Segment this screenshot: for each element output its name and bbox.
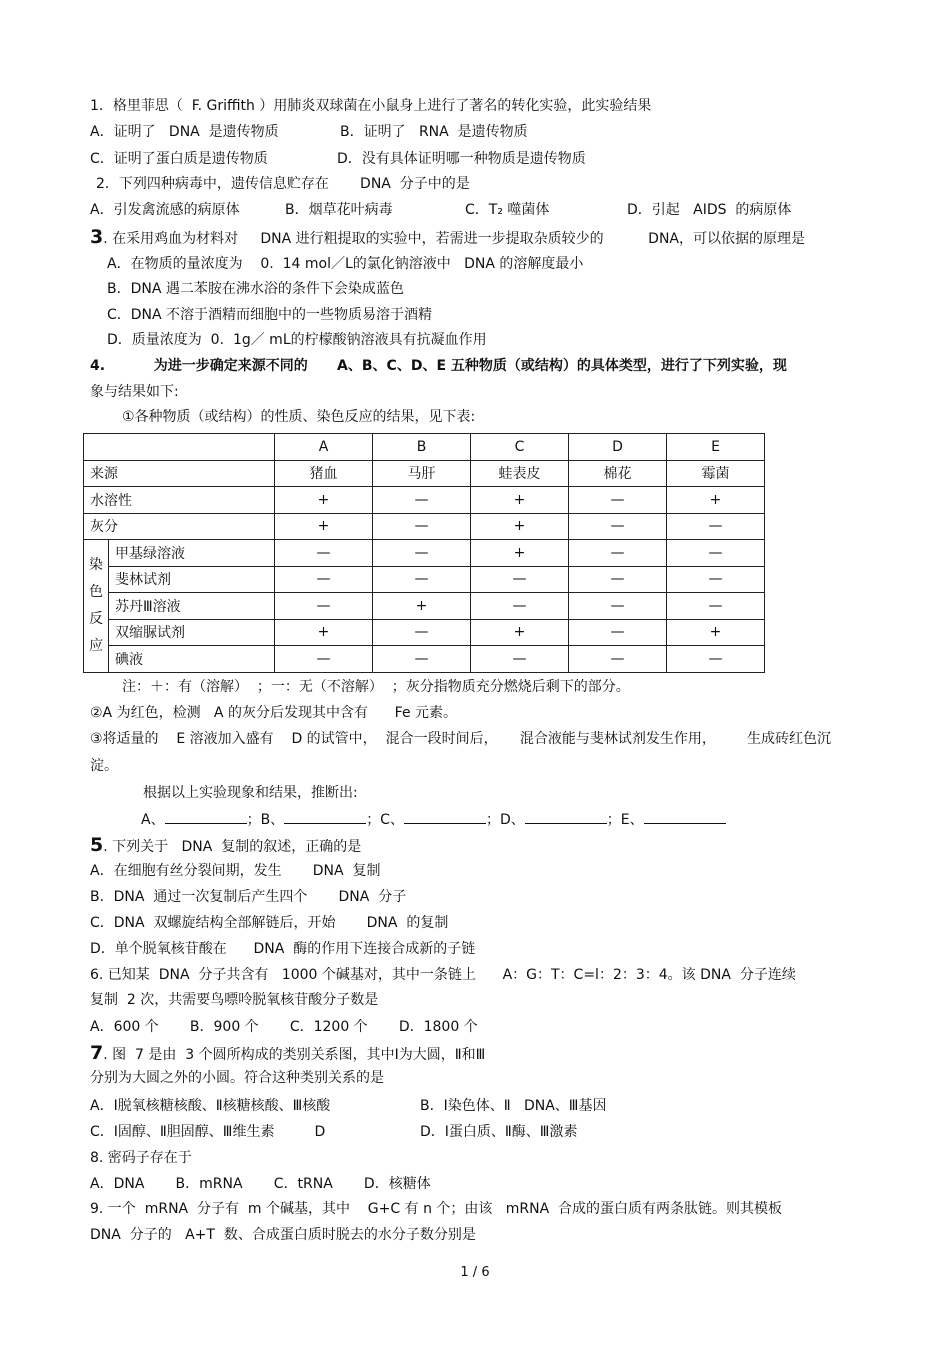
q3-stem (90, 228, 805, 248)
table-cell: — (373, 566, 471, 593)
table-cell: — (373, 513, 471, 540)
table-row (84, 619, 765, 646)
table-cell: 马肝 (373, 460, 471, 487)
q2-option-a: A．引发禽流感的病原体 (90, 202, 240, 218)
blank-label: ；E、 (606, 812, 644, 828)
table-row (84, 513, 765, 540)
table-row (84, 646, 765, 673)
blank-label: ；C、 (366, 812, 404, 828)
table-cell: 蛙表皮 (471, 460, 569, 487)
table-row (84, 593, 765, 620)
q7-number: 7 (90, 1042, 104, 1064)
answer-blank-e[interactable] (644, 811, 726, 824)
table-header-row (84, 434, 765, 461)
table-cell: + (471, 540, 569, 567)
answer-blank-c[interactable] (404, 811, 486, 824)
q4-sub2: ②A 为红色，检测 A 的灰分后发现其中含有 Fe 元素。 (90, 705, 458, 721)
table-row-source (84, 460, 765, 487)
table-cell: — (471, 566, 569, 593)
table-row-label: 斐林试剂 (109, 566, 275, 593)
table-cell: + (373, 593, 471, 620)
q4-note: 注：＋：有（溶解） ；一：无（不溶解） ；灰分指物质充分燃烧后剩下的部分。 (122, 679, 630, 695)
table-cell: — (373, 646, 471, 673)
table-cell: + (275, 619, 373, 646)
table-cell: — (471, 593, 569, 620)
q7-stem-text: . 图 7 是由 3 个圆所构成的类别关系图，其中Ⅰ为大圆，Ⅱ和Ⅲ (103, 1047, 486, 1063)
table-cell: — (569, 593, 667, 620)
table-cell: 猪血 (275, 460, 373, 487)
table-col-header: E (667, 434, 765, 461)
q2-stem: 2．下列四种病毒中，遗传信息贮存在 DNA 分子中的是 (96, 176, 470, 192)
q4-stem-line1: 4. 为进一步确定来源不同的 A、B、C、D、E 五种物质（或结构）的具体类型，进行了下列实验，现 (90, 358, 787, 374)
table-cell: — (275, 540, 373, 567)
table-row-label: 双缩脲试剂 (109, 619, 275, 646)
stain-group-label (84, 540, 109, 673)
table-row-label: 灰分 (84, 513, 275, 540)
q9-stem-line1: 9. 一个 mRNA 分子有 m 个碱基，其中 G+C 有 n 个；由该 mRNA 合成的蛋白质有两条肽链。则其模板 (90, 1201, 783, 1217)
page-number: 1 / 6 (460, 1265, 490, 1280)
table-cell: — (373, 540, 471, 567)
q7-option-d: D．Ⅰ蛋白质、Ⅱ酶、Ⅲ激素 (420, 1124, 578, 1140)
table-row-label: 苏丹Ⅲ溶液 (109, 593, 275, 620)
table-cell: — (275, 593, 373, 620)
q8-stem: 8. 密码子存在于 (90, 1150, 192, 1166)
q1-option-b: B．证明了 RNA 是遗传物质 (340, 124, 528, 140)
q4-results-table (83, 433, 765, 673)
table-row (84, 540, 765, 567)
q6-stem-line1: 6. 已知某 DNA 分子共含有 1000 个碱基对，其中一条链上 A：G：T：C=l：2：3：4。该 DNA 分子连续 (90, 967, 796, 983)
table-cell: 霉菌 (667, 460, 765, 487)
stain-group-char: 色 (89, 583, 103, 600)
table-row-label: 来源 (84, 460, 275, 487)
blank-label: A、 (141, 812, 165, 828)
table-cell: — (373, 487, 471, 514)
q4-answer-blanks (141, 811, 726, 829)
q9-stem-line2: DNA 分子的 A+T 数、合成蛋白质时脱去的水分子数分别是 (90, 1227, 476, 1243)
table-corner-cell (84, 434, 275, 461)
q2-option-b: B．烟草花叶病毒 (285, 202, 393, 218)
q1-stem: 1．格里菲思（ F. Griffith ）用肺炎双球菌在小鼠身上进行了著名的转化实验，此实验结果 (90, 98, 652, 114)
q3-option-c: C．DNA 不溶于酒精而细胞中的一些物质易溶于酒精 (107, 307, 433, 323)
q3-option-b: B．DNA 遇二苯胺在沸水浴的条件下会染成蓝色 (107, 281, 404, 297)
q5-option-a: A．在细胞有丝分裂间期，发生 DNA 复制 (90, 863, 381, 879)
stain-group-char: 反 (89, 610, 103, 627)
q3-stem-text: . 在采用鸡血为材料对 DNA 进行粗提取的实验中，若需进一步提取杂质较少的 DNA，可以依据的原理是 (103, 231, 805, 247)
table-row-label: 水溶性 (84, 487, 275, 514)
q4-sub3-line2: 淀。 (90, 758, 118, 774)
table-cell: + (667, 619, 765, 646)
q2-option-c: C．T₂ 噬菌体 (465, 202, 550, 218)
table-cell: 棉花 (569, 460, 667, 487)
table-cell: — (569, 513, 667, 540)
q1-option-c: C．证明了蛋白质是遗传物质 (90, 151, 268, 167)
table-col-header: D (569, 434, 667, 461)
q3-option-d: D．质量浓度为 0. 1g／ mL的柠檬酸钠溶液具有抗凝血作用 (107, 332, 487, 348)
q5-option-d: D．单个脱氧核苷酸在 DNA 酶的作用下连接合成新的子链 (90, 941, 476, 957)
table-cell: + (667, 487, 765, 514)
table-cell: — (667, 646, 765, 673)
q5-stem (90, 836, 361, 856)
table-cell: + (471, 619, 569, 646)
table-cell: — (569, 540, 667, 567)
q7-stem-line1 (90, 1044, 485, 1064)
table-cell: + (471, 487, 569, 514)
table-cell: — (667, 513, 765, 540)
stain-group-char: 染 (89, 556, 103, 573)
table-cell: — (471, 646, 569, 673)
q8-options: A．DNA B．mRNA C．tRNA D．核糖体 (90, 1176, 431, 1192)
q3-option-a: A．在物质的量浓度为 0. 14 mol／L的氯化钠溶液中 DNA 的溶解度最小 (107, 256, 584, 272)
table-cell: — (275, 646, 373, 673)
q5-option-b: B．DNA 通过一次复制后产生四个 DNA 分子 (90, 889, 407, 905)
table-cell: + (275, 487, 373, 514)
q4-sub3-line1: ③将适量的 E 溶液加入盛有 D 的试管中， 混合一段时间后， 混合液能与斐林试剂发生作用， 生成砖红色沉 (90, 731, 831, 747)
table-cell: — (667, 593, 765, 620)
table-cell: + (275, 513, 373, 540)
q2-option-d: D．引起 AIDS 的病原体 (627, 202, 792, 218)
table-row-label: 碘液 (109, 646, 275, 673)
q6-stem-line2: 复制 2 次，共需要鸟嘌呤脱氧核苷酸分子数是 (90, 992, 379, 1008)
q4-infer: 根据以上实验现象和结果，推断出: (143, 785, 358, 801)
table-row (84, 487, 765, 514)
q1-option-a: A．证明了 DNA 是遗传物质 (90, 124, 279, 140)
table-col-header: B (373, 434, 471, 461)
q7-stem-line2: 分别为大圆之外的小圆。符合这种类别关系的是 (90, 1070, 384, 1086)
q3-number: 3 (90, 226, 104, 248)
table-cell: + (471, 513, 569, 540)
q7-option-a: A．Ⅰ脱氧核糖核酸、Ⅱ核糖核酸、Ⅲ核酸 (90, 1098, 331, 1114)
table-row (84, 566, 765, 593)
q7-option-c: C．Ⅰ固醇、Ⅱ胆固醇、Ⅲ维生素 D (90, 1124, 326, 1140)
table-cell: — (569, 619, 667, 646)
table-cell: — (569, 487, 667, 514)
q5-number: 5 (90, 834, 104, 856)
q7-option-b: B．Ⅰ染色体、Ⅱ DNA、Ⅲ基因 (420, 1098, 607, 1114)
table-cell: — (667, 540, 765, 567)
table-col-header: A (275, 434, 373, 461)
q4-stem-line2: 象与结果如下: (90, 384, 179, 400)
table-cell: — (667, 566, 765, 593)
table-col-header: C (471, 434, 569, 461)
blank-label: ；D、 (485, 812, 525, 828)
blank-label: ；B、 (246, 812, 285, 828)
q1-option-d: D．没有具体证明哪一种物质是遗传物质 (337, 151, 586, 167)
q5-option-c: C．DNA 双螺旋结构全部解链后，开始 DNA 的复制 (90, 915, 449, 931)
answer-blank-a[interactable] (165, 811, 247, 824)
table-cell: — (275, 566, 373, 593)
q6-options: A．600 个 B．900 个 C．1200 个 D．1800 个 (90, 1019, 478, 1035)
table-cell: — (569, 566, 667, 593)
q5-stem-text: . 下列关于 DNA 复制的叙述，正确的是 (103, 839, 362, 855)
answer-blank-d[interactable] (525, 811, 607, 824)
q4-sub1: ①各种物质（或结构）的性质、染色反应的结果，见下表: (122, 409, 476, 425)
table-row-label: 甲基绿溶液 (109, 540, 275, 567)
answer-blank-b[interactable] (284, 811, 366, 824)
stain-group-char: 应 (89, 637, 103, 654)
table-cell: — (569, 646, 667, 673)
table-cell: — (373, 619, 471, 646)
